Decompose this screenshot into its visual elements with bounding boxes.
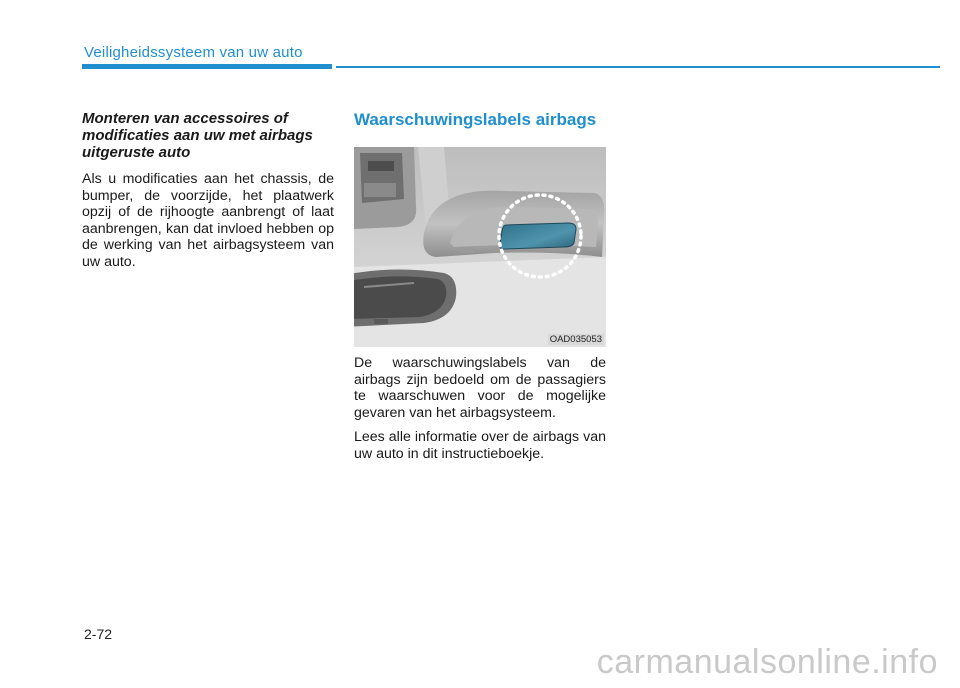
page-number: 2-72 — [84, 626, 113, 642]
body-paragraph-2: Lees alle informatie over de airbags van uw auto in dit instructieboekje. — [354, 429, 606, 462]
subheading: Monteren van accessoires of modificaties aan uw met airbags uitgeruste auto — [82, 110, 313, 161]
header-title: Veiligheidssysteem van uw auto — [84, 44, 303, 61]
header-rule-thin — [336, 66, 940, 68]
section-title: Waarschuwingslabels airbags — [354, 110, 597, 129]
body-paragraph: Als u modificaties aan het chassis, de bumper, de voorzijde, het plaatwerk opzij of de rijhoogte aanbrengt of laat aanbrengen, kan dat invloed hebben op de werking van het airbagsysteem van uw auto. — [82, 171, 334, 270]
middle-column — [354, 110, 606, 471]
left-column — [82, 110, 334, 279]
header-rule-thick — [82, 64, 332, 69]
sun-visor-illustration-icon — [354, 147, 606, 347]
figure-code: OAD035053 — [549, 334, 602, 345]
airbag-label-figure — [354, 147, 606, 347]
body-paragraph-1: De waarschuwingslabels van de airbags zijn bedoeld om de passagiers te waarschuwen voor de mogelijke gevaren van het airbagsysteem. — [354, 355, 606, 421]
watermark: carmanualsonline.info — [596, 643, 938, 681]
